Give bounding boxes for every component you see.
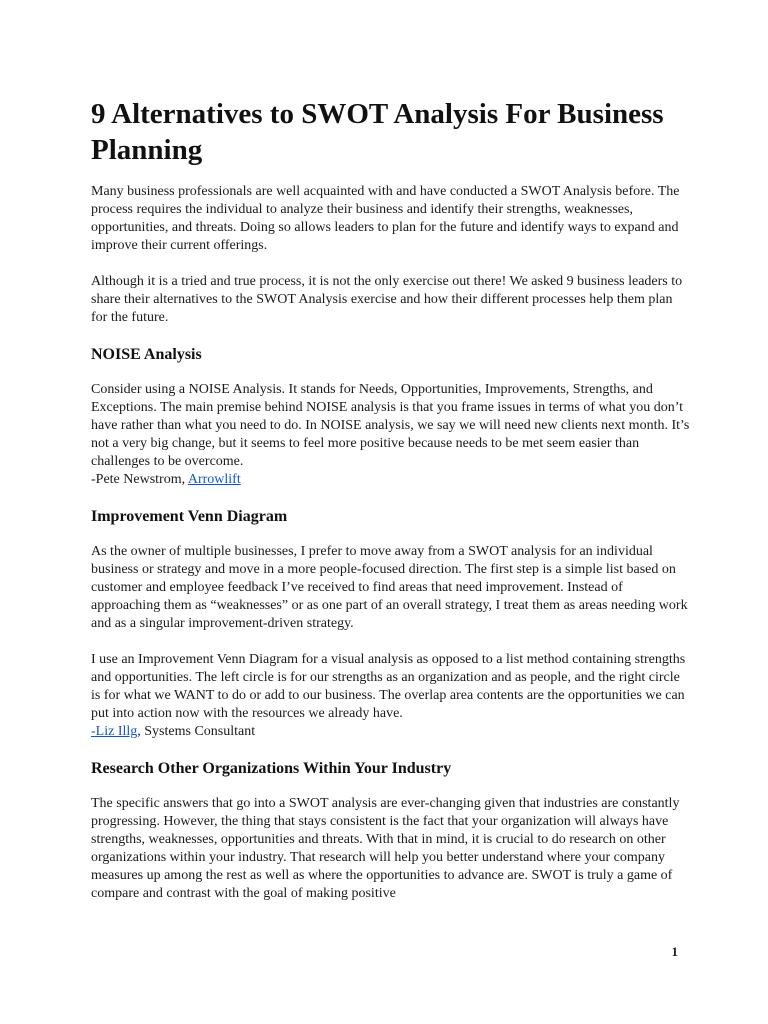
arrowlift-link[interactable]: Arrowlift [187,472,241,487]
section-heading-research-other-organizations: Research Other Organizations Within Your Industry [91,760,452,777]
liz-illg-link[interactable]: -Liz Illg [91,724,138,739]
section-paragraph: Consider using a NOISE Analysis. It stands for Needs, Opportunities, Improvements, Strengths, and Exceptions. The main premise behind NOISE analysis is that you frame issues in terms of what you don’t have rather than what you need to do. In NOISE analysis, we say we will need new clients next month. It’s not a very big change, but it seems to feel more positive because needs to be met seem easier than challenges to be overcome. [91,382,690,469]
page-number: 1 [671,944,678,959]
attribution-pete-newstrom [91,471,691,489]
section-paragraph: As the owner of multiple businesses, I prefer to move away from a SWOT analysis for an individual business or strategy and move in a more people-focused direction. The first step is a simple list based on customer and employee feedback I’ve received to find areas that need improvement. Instead of approaching them as “weaknesses” or as one part of an overall strategy, I treat them as areas needing work and as a singular improvement-driven strategy. [91,544,688,631]
document-page [91,96,691,903]
section-heading-improvement-venn-diagram: Improvement Venn Diagram [91,508,288,525]
attribution-prefix: -Pete Newstrom, [91,472,188,487]
intro-paragraph-1: Many business professionals are well acquainted with and have conducted a SWOT Analysis before. The process requires the individual to analyze their business and identify their strengths, weaknesses, opportunities, and threats. Doing so allows leaders to plan for the future and identify ways to expand and improve their current offerings. [91,184,680,253]
document-title: 9 Alternatives to SWOT Analysis For Business Planning [91,98,664,166]
attribution-liz-illg [91,723,691,741]
section-paragraph: The specific answers that go into a SWOT analysis are ever-changing given that industries are constantly progressing. However, the thing that stays consistent is the fact that your organization will always have strengths, weaknesses, opportunities and threats. With that in mind, it is crucial to do research on other organizations within your industry. That research will help you better understand where your company measures up among the rest as well as where the opportunities to advance are. SWOT is truly a game of compare and contrast with the goal of making positive [91,796,680,901]
section-heading-noise-analysis: NOISE Analysis [91,346,202,363]
intro-paragraph-2: Although it is a tried and true process, it is not the only exercise out there! We asked 9 business leaders to share their alternatives to the SWOT Analysis exercise and how their different processes help them plan for the future. [91,274,683,325]
section-paragraph: I use an Improvement Venn Diagram for a visual analysis as opposed to a list method containing strengths and opportunities. The left circle is for our strengths as an organization and as people, and the right circle is for what we WANT to do or add to our business. The overlap area contents are the opportunities we can put into action now with the resources we already have. [91,652,686,721]
attribution-suffix: , Systems Consultant [137,724,256,739]
